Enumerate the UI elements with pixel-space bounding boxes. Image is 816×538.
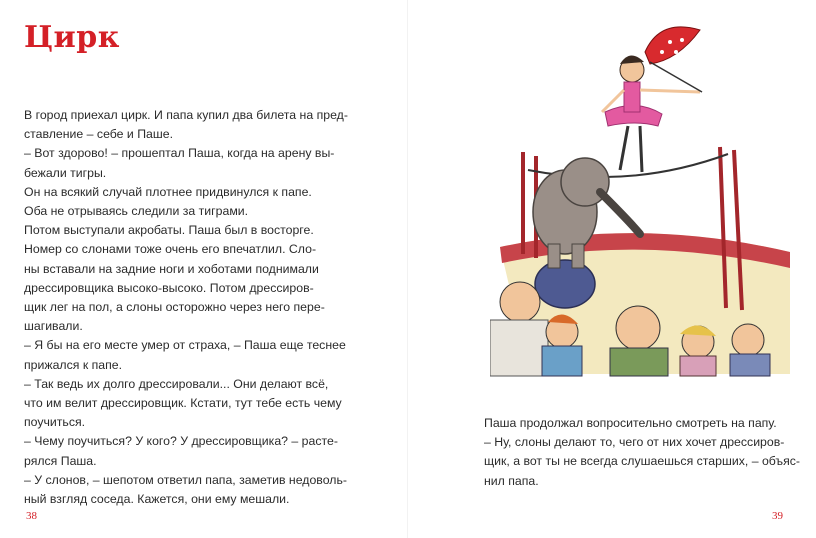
text-line: – Вот здорово! – прошептал Паша, когда на арену вы-: [24, 146, 335, 161]
right-page: [408, 0, 816, 538]
text-line: В город приехал цирк. И папа купил два билета на пред-: [24, 108, 348, 122]
text-line: дрессировщика высоко-высоко. Потом дрессиров-: [24, 280, 314, 295]
left-page-text: [24, 106, 348, 509]
umbrella-icon: [645, 27, 702, 92]
text-line: Номер со слонами тоже очень его впечатлил. Сло-: [24, 242, 317, 257]
text-line: щик лег на пол, а слоны осторожно через него пере-: [24, 300, 325, 315]
text-line: поучиться.: [24, 415, 86, 430]
circus-illustration-art: [490, 22, 800, 382]
text-line: – Так ведь их долго дрессировали... Они делают всё,: [24, 376, 329, 391]
text-line: щик, а вот ты не всегда слушаешься старших, – объяс-: [484, 454, 801, 469]
text-line: Паша продолжал вопросительно смотреть на папу.: [484, 416, 777, 430]
page-number-right: 39: [772, 510, 783, 522]
text-line: рялся Паша.: [24, 453, 97, 468]
chapter-title: Цирк: [24, 20, 120, 55]
text-line: ставление – себе и Паше.: [24, 127, 174, 142]
text-line: прижался к папе.: [24, 357, 123, 372]
circus-ball: [535, 260, 595, 308]
text-line: шагивали.: [24, 319, 83, 334]
text-line: – Я бы на его месте умер от страха, – Паша еще теснее: [24, 338, 346, 353]
page-number-left: 38: [26, 510, 37, 522]
text-line: ный взгляд соседа. Кажется, они ему мешали.: [24, 492, 290, 507]
text-line: – Чему поучиться? У кого? У дрессировщика? – расте-: [24, 434, 338, 449]
text-line: Оба не отрываясь следили за тиграми.: [24, 204, 249, 219]
acrobat-girl: [602, 55, 700, 172]
text-line: ны вставали на задние ноги и хоботами поднимали: [24, 261, 319, 276]
circus-illustration: [490, 22, 800, 382]
text-line: что им велит дрессировщик. Кстати, тут тебе есть чему: [24, 396, 342, 411]
text-line: бежали тигры.: [24, 165, 107, 180]
text-line: нил папа.: [484, 473, 539, 488]
text-line: – У слонов, – шепотом ответил папа, заметив недоволь-: [24, 472, 347, 487]
text-line: Потом выступали акробаты. Паша был в восторге.: [24, 223, 314, 238]
text-line: – Ну, слоны делают то, чего от них хочет дрессиров-: [484, 435, 785, 450]
text-line: Он на всякий случай плотнее придвинулся к папе.: [24, 184, 312, 199]
right-page-text: [484, 414, 801, 491]
